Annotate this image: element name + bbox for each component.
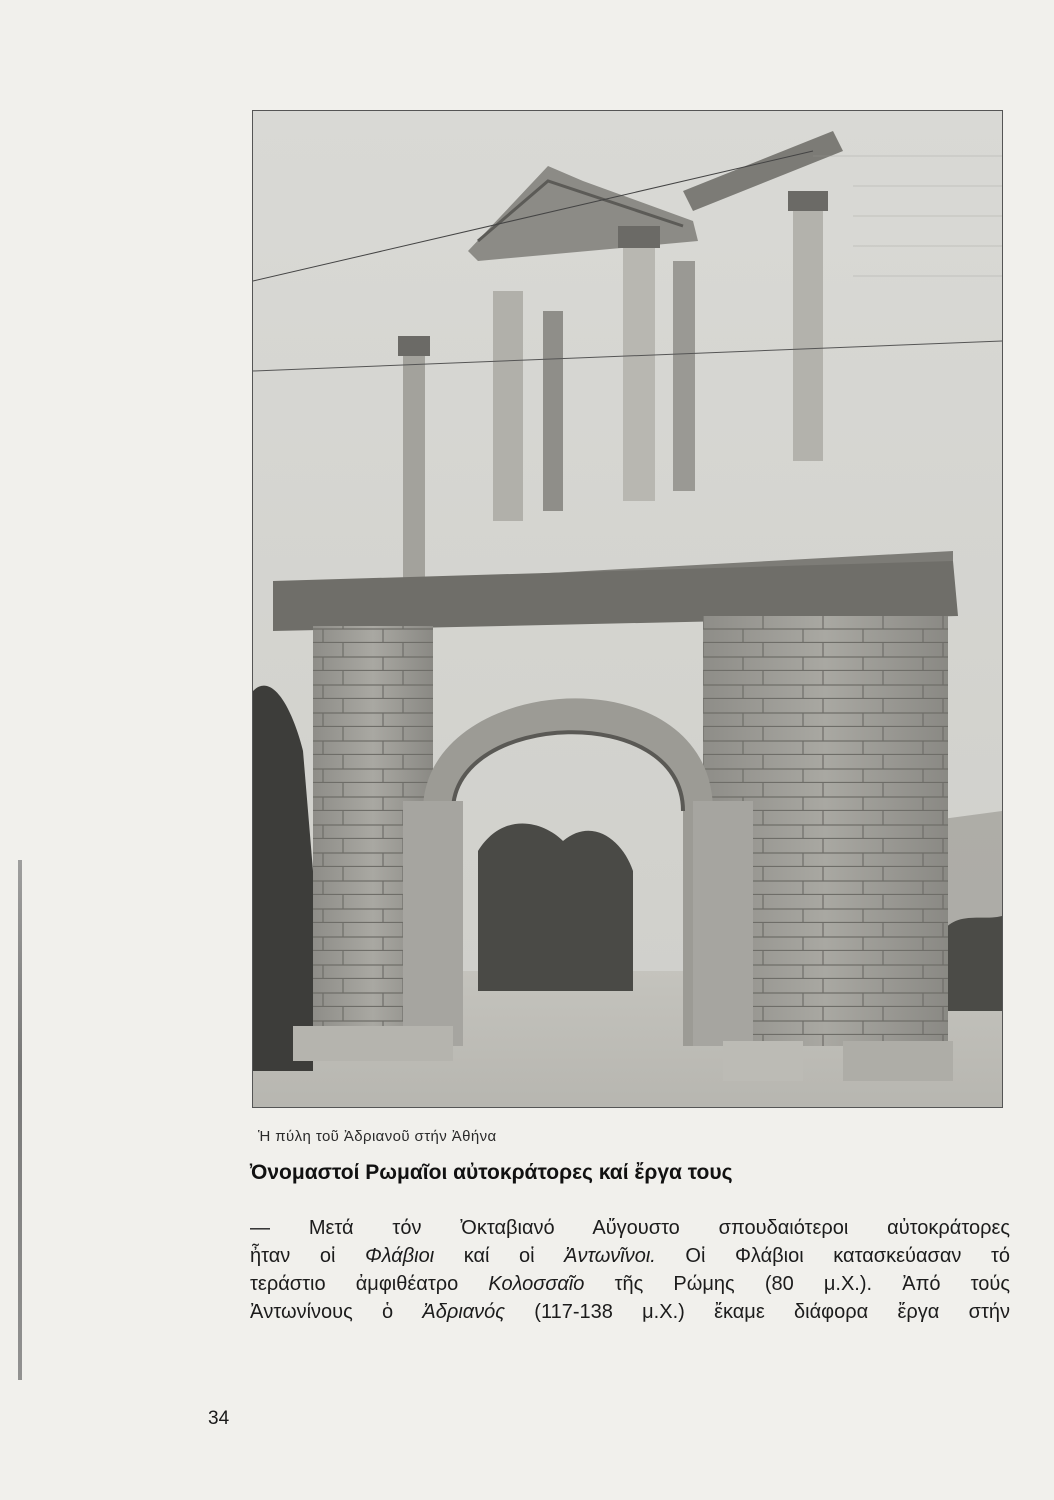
emphasis-hadrian: Ἀδριανός: [422, 1301, 506, 1323]
section-heading: Ὀνομαστοί Ρωμαῖοι αὐτοκράτορες καί ἔργα τους: [250, 1161, 733, 1184]
paragraph-line-2: ἦταν οἱ Φλάβιοι καί οἱ Ἀντωνῖνοι. Οἱ Φλάβιοι κατασκεύασαν τό: [250, 1245, 1011, 1267]
emphasis-antonines: Ἀντωνῖνοι.: [564, 1245, 656, 1267]
emphasis-flavians: Φλάβιοι: [365, 1245, 435, 1267]
figure-caption: Ἡ πύλη τοῦ Ἀδριανοῦ στήν Ἀθήνα: [258, 1128, 497, 1145]
arch-of-hadrian-photo: [252, 110, 1003, 1108]
paragraph-line-1: — Μετά τόν Ὀκταβιανό Αὔγουστο σπουδαιότεροι αὐτοκράτορες: [250, 1217, 1010, 1239]
page-number: 34: [208, 1408, 230, 1429]
page-binding-edge: [18, 860, 22, 1380]
emphasis-colosseum: Κολοσσαῖο: [488, 1273, 585, 1295]
paragraph-line-3: τεράστιο ἀμφιθέατρο Κολοσσαῖο τῆς Ρώμης (80 μ.Χ.). Ἀπό τούς: [250, 1273, 1010, 1295]
body-paragraph: [250, 1214, 1010, 1326]
paragraph-line-4: Ἀντωνίνους ὁ Ἀδριανός (117-138 μ.Χ.) ἔκαμε διάφορα ἔργα στήν: [250, 1301, 1010, 1323]
photo-illustration: [253, 111, 1002, 1107]
